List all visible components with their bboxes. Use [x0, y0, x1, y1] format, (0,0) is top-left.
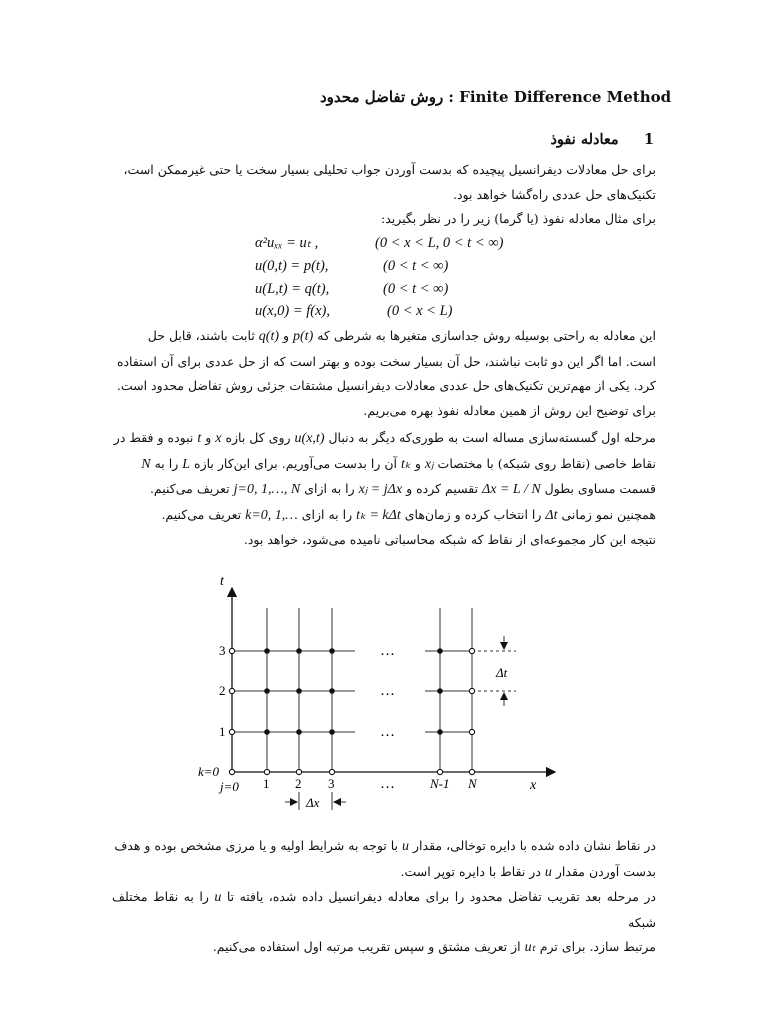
equation-4-lhs: u(x,0) = f(x),: [255, 303, 330, 319]
solid-node: [437, 688, 443, 694]
intro-line-2: تکنیک‌های حل عددی راه‌گشا خواهد بود.: [453, 186, 656, 202]
paragraph-4-line-1: در نقاط نشان داده شده با دایره توخالی، مقدار u با توجه به شرایط اولیه و یا مرزی مشخص بوده و هدف: [114, 838, 656, 854]
equation-1-lhs: α²uₓₓ = uₜ ,: [255, 235, 319, 251]
hollow-node: [469, 688, 474, 693]
y-tick-3: 3: [219, 643, 226, 658]
math-dx-def: Δx = L / N: [482, 482, 541, 497]
t-axis-label: t: [220, 574, 224, 589]
paragraph-3-line-2: نقاط خاصی (نقاط روی شبکه) با مختصات xⱼ و tₖ آن را بدست می‌آوریم. برای این‌کار بازه L را به N: [141, 455, 656, 472]
solid-node: [296, 688, 302, 694]
ellipsis-row-2: …: [380, 683, 395, 699]
dt-label: Δt: [496, 665, 508, 680]
math-q-t: q(t): [258, 329, 279, 344]
ellipsis-row-1: …: [380, 724, 395, 740]
paragraph-2-line-1: این معادله به راحتی بوسیله روش جداسازی متغیرها به شرطی که p(t) و q(t) ثابت باشند، قابل حل: [147, 328, 656, 344]
hollow-node: [264, 769, 269, 774]
hollow-node: [469, 769, 474, 774]
math-xj: xⱼ: [424, 456, 434, 472]
math-u-1: u: [402, 839, 410, 854]
solid-node: [264, 648, 270, 654]
equation-4-range: (0 < x < L): [387, 303, 453, 319]
paragraph-3-line-3: قسمت مساوی بطول Δx = L / N تقسیم کرده و xⱼ = jΔx را به ازای j=0, 1,…, N تعریف می‌کنیم.: [149, 481, 656, 497]
x-tick-n: N: [468, 776, 477, 791]
equation-3: [255, 281, 555, 303]
paragraph-4: [112, 834, 656, 961]
math-u-xt: u(x,t): [294, 431, 325, 446]
hollow-node: [329, 769, 334, 774]
k-zero-label: k=0: [198, 764, 220, 779]
math-p-t: p(t): [293, 329, 314, 344]
paragraph-2: [112, 324, 656, 423]
hollow-node: [469, 648, 474, 653]
solid-node: [329, 729, 335, 735]
paragraph-2-line-4: برای توضیح این روش از همین معادله نفوذ بهره می‌بریم.: [363, 402, 656, 418]
paragraph-3-line-5: نتیجه این کار مجموعه‌ای از نقاط که شبکه محاسباتی نامیده می‌شود، خواهد بود.: [243, 532, 656, 547]
intro-line-3: برای مثال معادله نفوذ (یا گرما) زیر را در نظر بگیرید:: [380, 211, 656, 226]
intro-line-1: برای حل معادلات دیفرانسیل پیچیده که بدست آوردن جواب تحلیلی بسیار سخت یا حتی غیرممکن است،: [123, 162, 656, 177]
math-tk-def: tₖ = kΔt: [356, 507, 401, 523]
x-tick-3: 3: [328, 776, 335, 791]
math-k-range: k=0, 1,…: [245, 507, 298, 523]
paragraph-4-line-3: در مرحله بعد تقریب تفاضل محدود را برای معادله دیفرانسیل داده شده، یافته تا u را به نقاط مختلف شبکه: [112, 889, 656, 930]
j-zero-label: j=0: [220, 779, 239, 794]
solid-node: [329, 648, 335, 654]
math-xj-def: xⱼ = jΔx: [358, 482, 403, 497]
intro-paragraph: [112, 158, 656, 232]
paragraph-4-line-2: بدست آوردن مقدار u در نقاط با دایره توپر است.: [400, 863, 656, 880]
hollow-node: [437, 769, 442, 774]
solid-node: [437, 729, 443, 735]
ellipsis-row-3: …: [380, 643, 395, 659]
equation-2-range: (0 < t < ∞): [383, 258, 449, 274]
math-ut: uₜ: [524, 940, 536, 955]
paragraph-2-line-2: است. اما اگر این دو ثابت نباشند، حل آن بسیار سخت بوده و بهتر است که از حل عددی برای آن استفاده: [116, 353, 656, 369]
x-axis-label: x: [530, 778, 537, 793]
equation-3-range: (0 < t < ∞): [383, 281, 449, 297]
hollow-node: [469, 729, 474, 734]
paragraph-4-line-4: مرتبط سازد. برای ترم uₜ از تعریف مشتق و سپس تقریب مرتبه اول استفاده می‌کنیم.: [212, 939, 656, 955]
solid-node: [329, 688, 335, 694]
solid-node: [296, 729, 302, 735]
math-j-range: j=0, 1,…, N: [233, 482, 301, 497]
paragraph-3-line-4: همچنین نمو زمانی Δt را انتخاب کرده و زمان‌های tₖ = kΔt را به ازای k=0, 1,… تعریف می‌کنیم.: [161, 506, 656, 523]
math-tk: tₖ: [401, 456, 411, 472]
hollow-node: [229, 769, 234, 774]
paragraph-3: [112, 426, 656, 553]
equation-1-range: (0 < x < L, 0 < t < ∞): [375, 235, 504, 251]
computational-grid-figure: [0, 560, 768, 830]
hollow-node: [296, 769, 301, 774]
hollow-node: [229, 729, 234, 734]
x-tick-1: 1: [263, 776, 270, 791]
hollow-nodes: [229, 648, 474, 774]
solid-node: [296, 648, 302, 654]
equation-4: [255, 303, 555, 325]
section-heading: [550, 131, 654, 148]
y-tick-2: 2: [219, 683, 226, 698]
math-u-3: u: [214, 890, 222, 905]
page-title: روش تفاضل محدود : Finite Difference Method: [320, 88, 672, 106]
paragraph-3-line-1: مرحله اول گسسته‌سازی مساله است به طوری‌که دیگر به دنبال u(x,t) روی کل بازه x و t نبوده و فقط در: [113, 430, 656, 446]
math-u-2: u: [544, 864, 552, 880]
equation-2: [255, 258, 555, 280]
equation-1: [255, 235, 555, 257]
solid-node: [264, 688, 270, 694]
solid-node: [437, 648, 443, 654]
math-N: N: [141, 456, 151, 472]
dx-label: Δx: [306, 795, 320, 810]
equation-3-lhs: u(L,t) = q(t),: [255, 281, 330, 297]
ellipsis-x-axis: …: [380, 776, 395, 792]
section-number: 1: [643, 131, 654, 148]
equation-2-lhs: u(0,t) = p(t),: [255, 258, 329, 274]
paragraph-2-line-3: کرد. یکی از مهم‌ترین تکنیک‌های حل عددی معادلات دیفرانسیل مشتقات جزئی روش تفاضل محدود است.: [116, 378, 656, 393]
math-dt: Δt: [545, 507, 558, 523]
y-tick-1: 1: [219, 724, 226, 739]
hollow-node: [229, 648, 234, 653]
math-x: x: [215, 431, 222, 446]
hollow-node: [229, 688, 234, 693]
x-tick-2: 2: [295, 776, 302, 791]
math-t: t: [197, 431, 202, 446]
math-L: L: [182, 456, 191, 472]
x-tick-n-1: N-1: [430, 776, 450, 791]
solid-node: [264, 729, 270, 735]
section-title: معادله نفوذ: [550, 131, 619, 148]
